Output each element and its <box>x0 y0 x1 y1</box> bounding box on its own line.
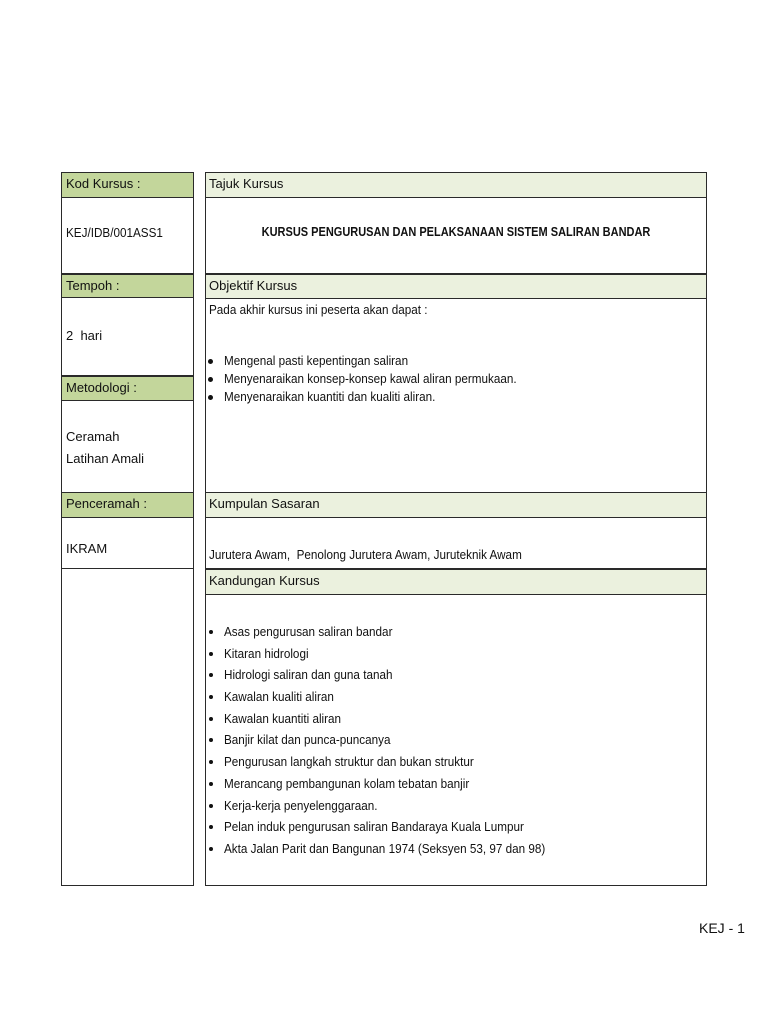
kandungan-item: Merancang pembangunan kolam tebatan banjir <box>207 774 687 796</box>
tempoh-value: 2 hari <box>66 328 103 343</box>
kandungan-item: Pelan induk pengurusan saliran Bandaraya Kuala Lumpur <box>207 817 687 839</box>
kod-kursus-label: Kod Kursus : <box>61 172 194 198</box>
objektif-item: Mengenal pasti kepentingan saliran <box>207 353 687 369</box>
penceramah-label: Penceramah : <box>61 492 194 518</box>
kandungan-item: Asas pengurusan saliran bandar <box>207 622 687 644</box>
kandungan-item: Pengurusan langkah struktur dan bukan struktur <box>207 752 687 774</box>
metodologi-label: Metodologi : <box>61 376 194 401</box>
tempoh-label: Tempoh : <box>61 274 194 298</box>
objektif-item: Menyenaraikan konsep-konsep kawal aliran permukaan. <box>207 371 687 387</box>
kumpulan-sasaran-value: Jurutera Awam, Penolong Jurutera Awam, Juruteknik Awam <box>209 547 522 562</box>
kumpulan-sasaran-label: Kumpulan Sasaran <box>205 492 707 518</box>
kandungan-item: Kerja-kerja penyelenggaraan. <box>207 796 687 818</box>
penceramah-value: IKRAM <box>66 541 108 556</box>
kandungan-item: Kawalan kuantiti aliran <box>207 709 687 731</box>
tempoh-cell <box>61 297 194 376</box>
objektif-item: Menyenaraikan kuantiti dan kualiti aliran. <box>207 389 687 405</box>
kandungan-item: Kitaran hidrologi <box>207 644 687 666</box>
tajuk-kursus-value: KURSUS PENGURUSAN DAN PELAKSANAAN SISTEM SALIRAN BANDAR <box>261 225 651 239</box>
penceramah-cell <box>61 517 194 569</box>
objektif-cell <box>205 298 707 493</box>
kod-kursus-cell <box>61 197 194 274</box>
kod-kursus-value: KEJ/IDB/001ASS1 <box>66 225 163 240</box>
kumpulan-sasaran-cell <box>205 517 707 569</box>
kandungan-list <box>207 622 687 861</box>
metodologi-value-2: Latihan Amali <box>66 451 145 466</box>
page-number: KEJ - 1 <box>699 920 745 936</box>
kandungan-item: Akta Jalan Parit dan Bangunan 1974 (Seksyen 53, 97 dan 98) <box>207 839 687 861</box>
metodologi-value-1: Ceramah <box>66 429 120 444</box>
kandungan-item: Banjir kilat dan punca-puncanya <box>207 730 687 752</box>
tajuk-kursus-cell <box>205 197 707 274</box>
objektif-intro: Pada akhir kursus ini peserta akan dapat : <box>209 302 428 317</box>
kandungan-item: Kawalan kualiti aliran <box>207 687 687 709</box>
objektif-kursus-label: Objektif Kursus <box>205 274 707 299</box>
kandungan-item: Hidrologi saliran dan guna tanah <box>207 665 687 687</box>
kandungan-kursus-label: Kandungan Kursus <box>205 569 707 595</box>
tajuk-kursus-label: Tajuk Kursus <box>205 172 707 198</box>
